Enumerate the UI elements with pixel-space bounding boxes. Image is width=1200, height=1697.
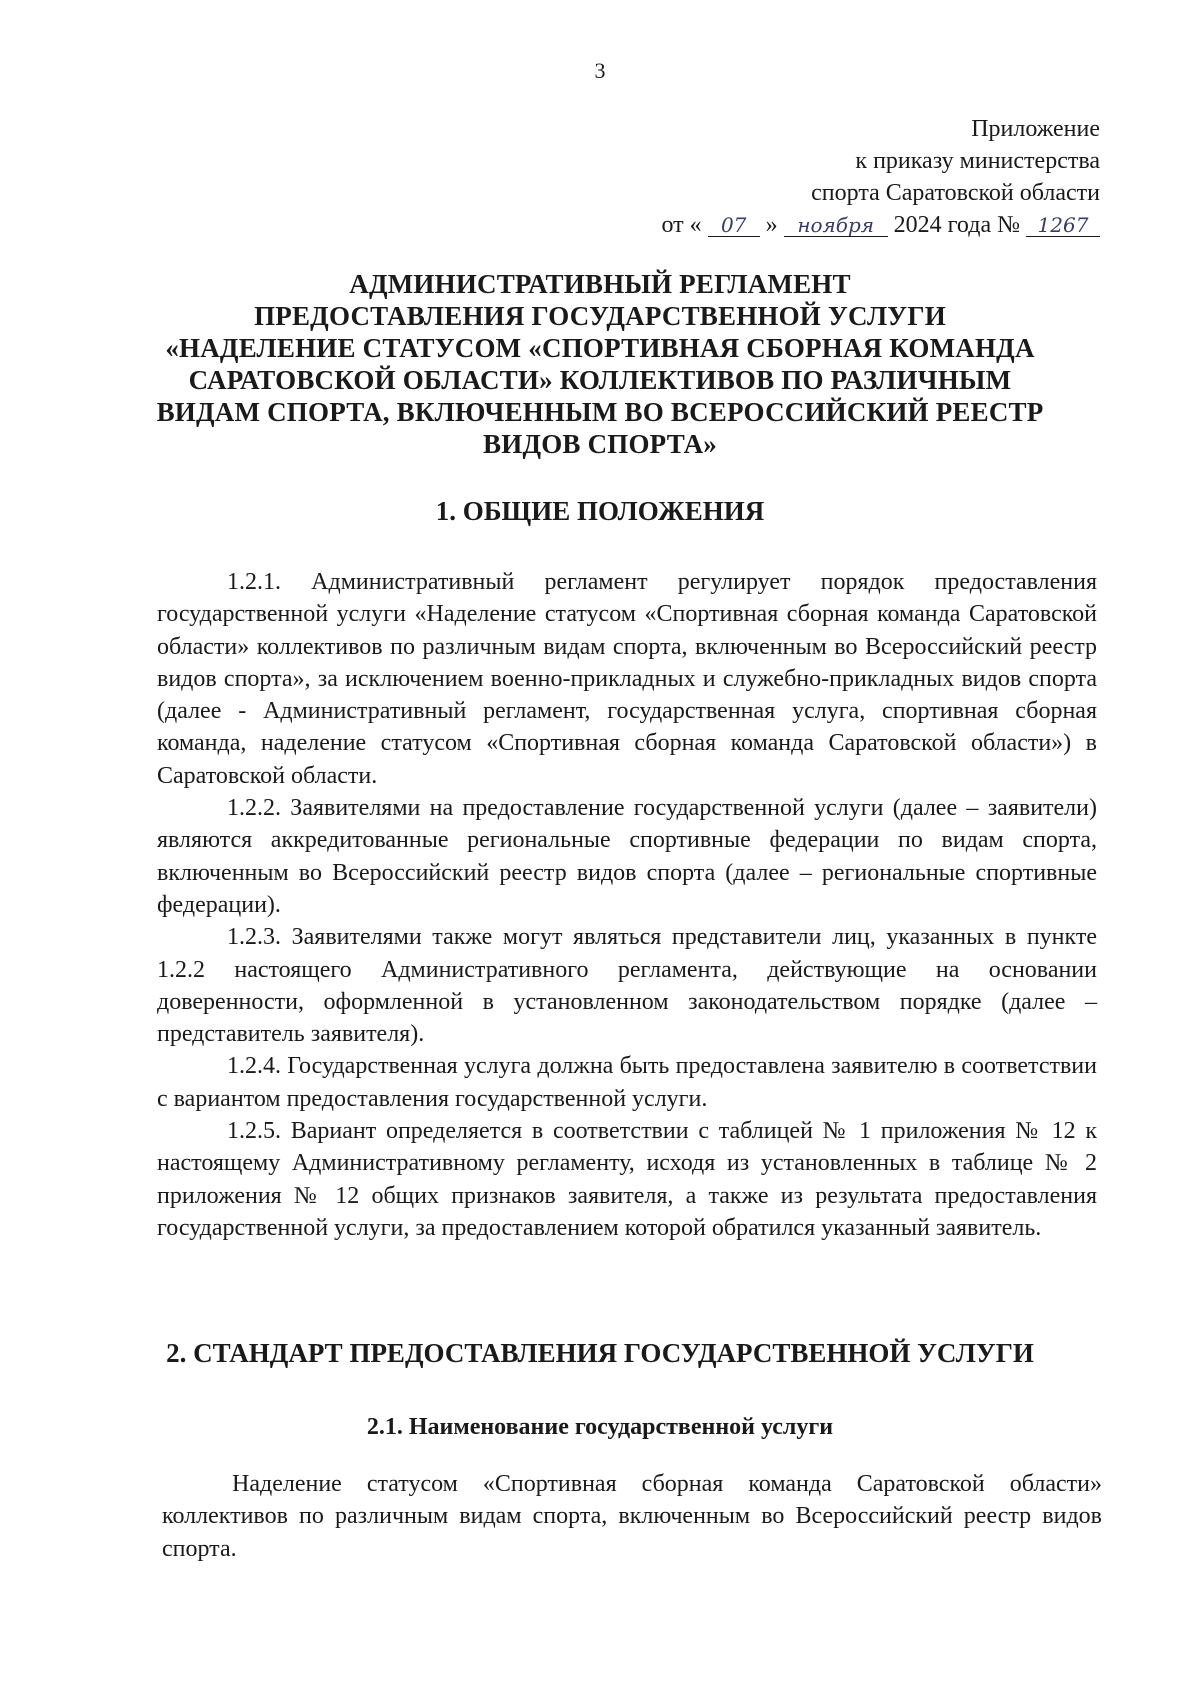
title-line: ПРЕДОСТАВЛЕНИЯ ГОСУДАРСТВЕННОЙ УСЛУГИ bbox=[254, 301, 946, 331]
handwritten-month: ноября bbox=[784, 214, 888, 237]
title-line: САРАТОВСКОЙ ОБЛАСТИ» КОЛЛЕКТИВОВ ПО РАЗЛИЧНЫМ bbox=[188, 365, 1012, 395]
title-line: ВИДАМ СПОРТА, ВКЛЮЧЕННЫМ ВО ВСЕРОССИЙСКИЙ РЕЕСТР bbox=[156, 397, 1044, 427]
paragraph-1-2-5: 1.2.5. Вариант определяется в соответствии с таблицей № 1 приложения № 12 к настоящему Административному регламенту, исходя из установленных в таблице № 2 приложения № 12 общих признаков заявителя, а также из результата предоставления государственной услуги, за предоставлением которой обратился указанный заявитель. bbox=[157, 1118, 1097, 1241]
document-title bbox=[130, 268, 1070, 460]
annex-ministry: спорта Саратовской области bbox=[811, 180, 1100, 206]
handwritten-day: 07 bbox=[708, 214, 760, 237]
title-line: АДМИНИСТРАТИВНЫЙ РЕГЛАМЕНТ bbox=[349, 269, 851, 299]
paragraph-1-2-2: 1.2.2. Заявителями на предоставление государственной услуги (далее – заявители) являются аккредитованные региональные спортивные федерации по видам спорта, включенным во Всероссийский реестр видов спорта (далее – региональные спортивные федерации). bbox=[157, 795, 1097, 918]
annex-block bbox=[662, 113, 1101, 241]
title-line: «НАДЕЛЕНИЕ СТАТУСОМ «СПОРТИВНАЯ СБОРНАЯ КОМАНДА bbox=[165, 333, 1035, 363]
annex-date-line bbox=[662, 209, 1101, 241]
date-quote-close: » bbox=[765, 212, 778, 238]
date-prefix: от « bbox=[661, 212, 702, 238]
section-1-heading: 1. ОБЩИЕ ПОЛОЖЕНИЯ bbox=[435, 496, 765, 526]
paragraph-1-2-3: 1.2.3. Заявителями также могут являться представители лиц, указанных в пункте 1.2.2 настоящего Административного регламента, действующие на основании доверенности, оформленной в установленном законодательством порядке (далее – представитель заявителя). bbox=[157, 924, 1097, 1048]
annex-order-ref: к приказу министерства bbox=[855, 148, 1100, 174]
annex-title: Приложение bbox=[971, 116, 1100, 142]
paragraph-1-2-4: 1.2.4. Государственная услуга должна быть предоставлена заявителю в соответствии с вариантом предоставления государственной услуги. bbox=[157, 1053, 1097, 1112]
subsection-2-1-heading: 2.1. Наименование государственной услуги bbox=[366, 1414, 834, 1440]
date-year: 2024 года № bbox=[893, 212, 1020, 238]
section-2-1-body bbox=[162, 1468, 1102, 1565]
handwritten-number: 1267 bbox=[1026, 214, 1100, 237]
paragraph-1-2-1: 1.2.1. Административный регламент регулирует порядок предоставления государственной услуги «Наделение статусом «Спортивная сборная команда Саратовской области» коллективов по различным видам спорта, включенным во Всероссийский реестр видов спорта», за исключением военно-прикладных и служебно-прикладных видов спорта (далее - Административный регламент, государственная услуга, спортивная сборная команда, наделение статусом «Спортивная сборная команда Саратовской области») в Саратовской области. bbox=[157, 569, 1097, 789]
section-1-body bbox=[157, 566, 1097, 1244]
title-line: ВИДОВ СПОРТА» bbox=[483, 429, 717, 459]
page-number: 3 bbox=[594, 58, 606, 83]
paragraph-2-1: Наделение статусом «Спортивная сборная команда Саратовской области» коллективов по различным видам спорта, включенным во Всероссийский реестр видов спорта. bbox=[162, 1471, 1102, 1562]
section-2-heading: 2. СТАНДАРТ ПРЕДОСТАВЛЕНИЯ ГОСУДАРСТВЕННОЙ УСЛУГИ bbox=[166, 1338, 1034, 1368]
